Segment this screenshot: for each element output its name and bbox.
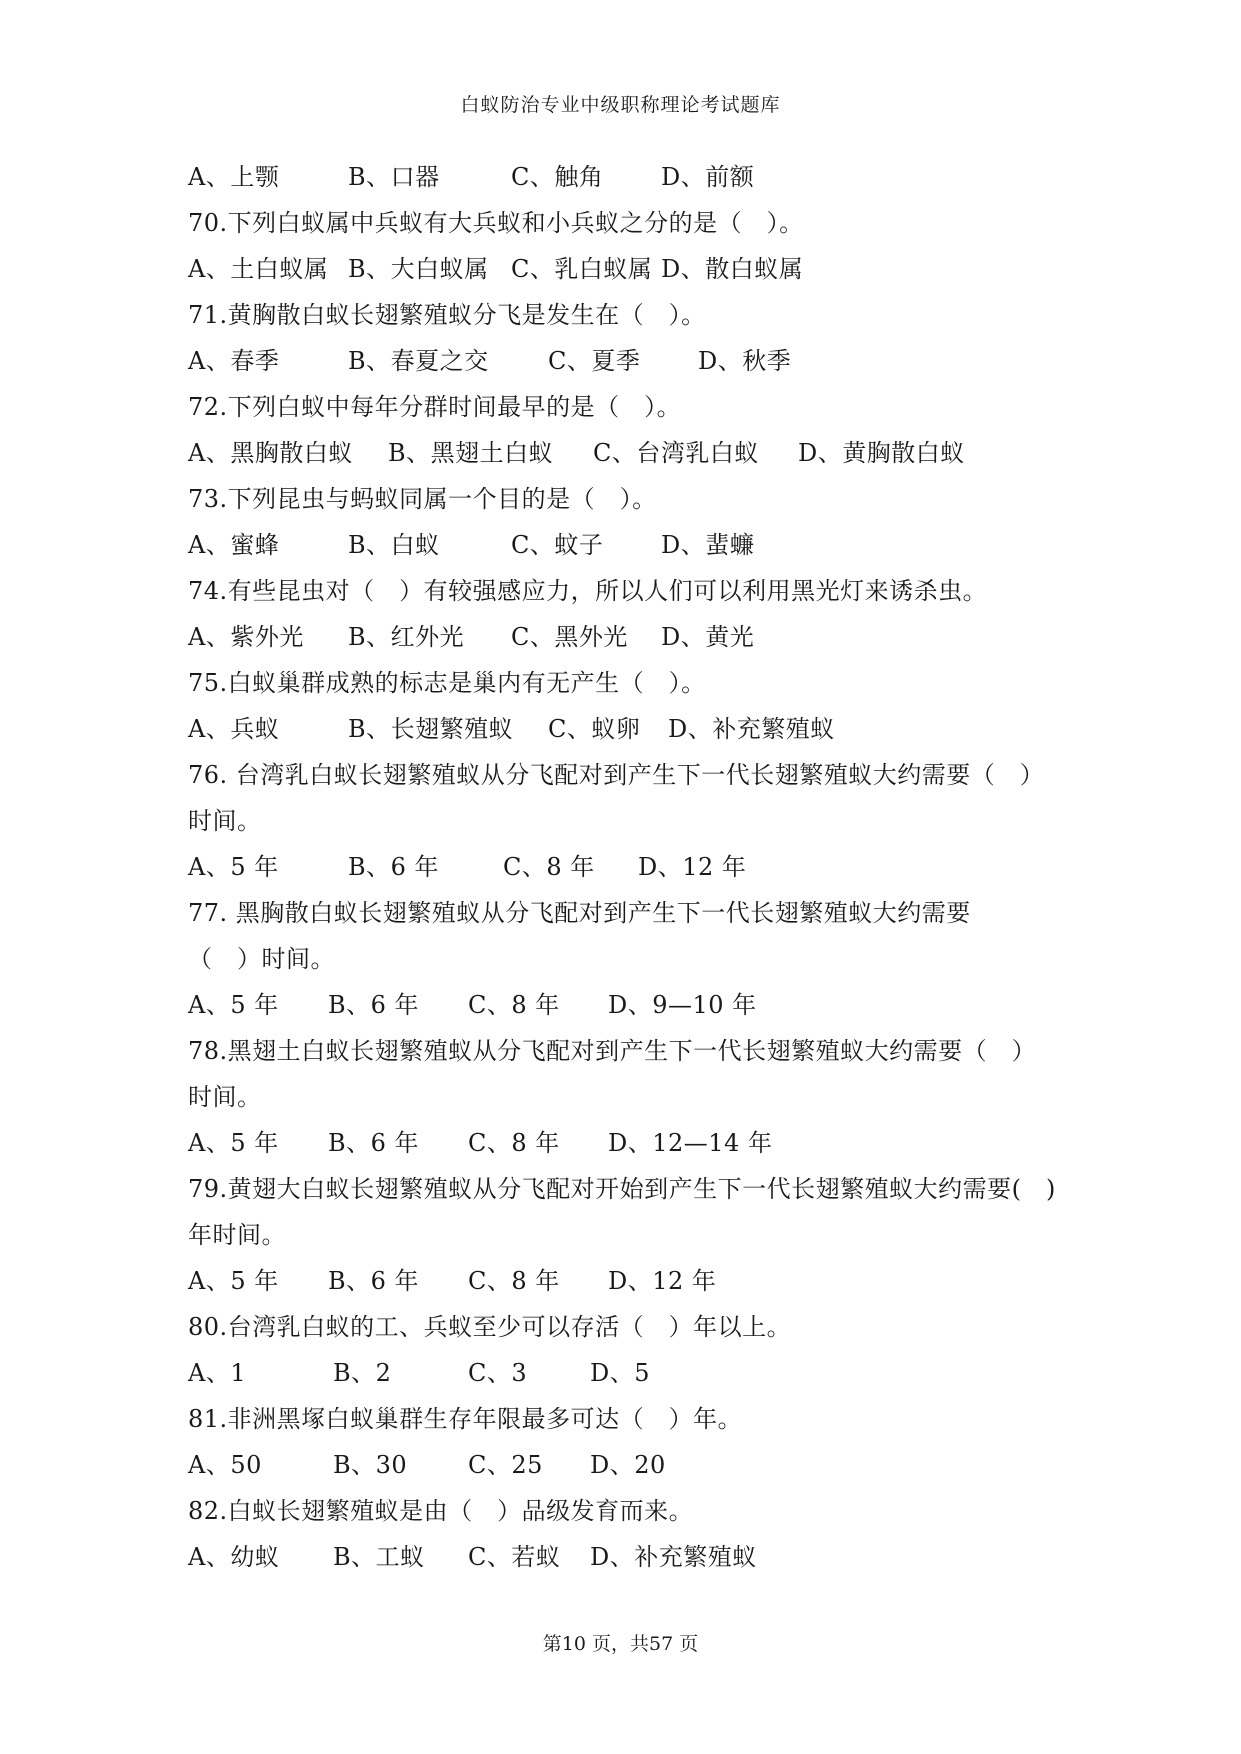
answer-option: A、兵蚁 <box>188 715 280 743</box>
answer-option: D、前额 <box>661 163 755 191</box>
answer-option: C、若蚁 <box>468 1543 561 1571</box>
question-text-line: 76. 台湾乳白蚁长翅繁殖蚁从分飞配对到产生下一代长翅繁殖蚁大约需要（ ） <box>188 761 1045 789</box>
question-text-line: 81.非洲黑塚白蚁巢群生存年限最多可达（ ）年。 <box>188 1405 743 1433</box>
answer-options-line <box>188 430 1088 476</box>
answer-option: B、口器 <box>348 163 440 191</box>
question-text-line: 77. 黑胸散白蚁长翅繁殖蚁从分飞配对到产生下一代长翅繁殖蚁大约需要 <box>188 899 971 927</box>
question-text-line: 74.有些昆虫对（ ）有较强感应力，所以人们可以利用黑光灯来诱杀虫。 <box>188 577 988 605</box>
answer-option: A、5 年 <box>188 1129 279 1157</box>
answer-option: D、黄胸散白蚁 <box>798 439 965 467</box>
answer-option: B、长翅繁殖蚁 <box>348 715 514 743</box>
answer-option: A、5 年 <box>188 1267 279 1295</box>
answer-options-line <box>188 338 1088 384</box>
question-text-line: 80.台湾乳白蚁的工、兵蚁至少可以存活（ ）年以上。 <box>188 1313 792 1341</box>
answer-option: B、红外光 <box>348 623 465 651</box>
answer-option: B、6 年 <box>328 991 420 1019</box>
question-text-line: 71.黄胸散白蚁长翅繁殖蚁分飞是发生在（ ）。 <box>188 301 706 329</box>
question-text-line: 72.下列白蚁中每年分群时间最早的是（ ）。 <box>188 393 682 421</box>
answer-option: C、夏季 <box>548 347 641 375</box>
question-text-line: 年时间。 <box>188 1221 286 1249</box>
answer-option: D、秋季 <box>698 347 792 375</box>
answer-option: A、5 年 <box>188 991 279 1019</box>
answer-option: B、6 年 <box>348 853 440 881</box>
answer-option: D、散白蚁属 <box>661 255 804 283</box>
question-text-line: 75.白蚁巢群成熟的标志是巢内有无产生（ ）。 <box>188 669 706 697</box>
answer-option: A、土白蚁属 <box>188 255 329 283</box>
answer-options-line <box>188 706 1088 752</box>
answer-option: B、白蚁 <box>348 531 440 559</box>
answer-option: B、6 年 <box>328 1129 420 1157</box>
answer-option: A、50 <box>188 1451 262 1479</box>
answer-options-line <box>188 1534 1088 1580</box>
answer-option: B、6 年 <box>328 1267 420 1295</box>
answer-option: D、12 年 <box>638 853 747 881</box>
answer-option: C、蚁卵 <box>548 715 641 743</box>
answer-option: C、台湾乳白蚁 <box>593 439 759 467</box>
answer-option: A、蜜蜂 <box>188 531 280 559</box>
answer-option: C、触角 <box>511 163 604 191</box>
page-number-footer: 第10 页，共57 页 <box>542 1633 699 1655</box>
answer-options-line <box>188 1350 1088 1396</box>
question-text-line: 时间。 <box>188 1083 262 1111</box>
answer-options-line <box>188 1120 1088 1166</box>
answer-option: D、5 <box>590 1359 651 1387</box>
page-header-title: 白蚁防治专业中级职称理论考试题库 <box>460 94 781 116</box>
answer-option: D、黄光 <box>661 623 755 651</box>
answer-option: A、幼蚁 <box>188 1543 280 1571</box>
answer-option: C、蚊子 <box>511 531 604 559</box>
answer-option: C、25 <box>468 1451 543 1479</box>
answer-option: A、黑胸散白蚁 <box>188 439 353 467</box>
answer-options-line <box>188 1442 1088 1488</box>
answer-option: B、工蚁 <box>333 1543 425 1571</box>
question-text-line: 79.黄翅大白蚁长翅繁殖蚁从分飞配对开始到产生下一代长翅繁殖蚁大约需要( ) <box>188 1175 1056 1203</box>
question-text-line: 70.下列白蚁属中兵蚁有大兵蚁和小兵蚁之分的是（ ）。 <box>188 209 804 237</box>
answer-options-line <box>188 154 1088 200</box>
answer-option: D、9—10 年 <box>608 991 757 1019</box>
question-text-line: 73.下列昆虫与蚂蚁同属一个目的是（ ）。 <box>188 485 657 513</box>
answer-option: C、8 年 <box>503 853 595 881</box>
answer-option: D、补充繁殖蚁 <box>668 715 835 743</box>
answer-option: A、5 年 <box>188 853 279 881</box>
question-text-line: 78.黑翅土白蚁长翅繁殖蚁从分飞配对到产生下一代长翅繁殖蚁大约需要（ ） <box>188 1037 1037 1065</box>
answer-option: A、紫外光 <box>188 623 304 651</box>
answer-options-line <box>188 1258 1088 1304</box>
answer-option: C、8 年 <box>468 991 560 1019</box>
answer-option: C、8 年 <box>468 1267 560 1295</box>
question-list <box>188 154 1088 1580</box>
answer-options-line <box>188 844 1088 890</box>
answer-option: D、蜚蠊 <box>661 531 755 559</box>
answer-option: A、1 <box>188 1359 247 1387</box>
answer-options-line <box>188 982 1088 1028</box>
answer-option: D、12—14 年 <box>608 1129 773 1157</box>
answer-option: B、2 <box>333 1359 392 1387</box>
answer-option: D、12 年 <box>608 1267 717 1295</box>
answer-option: D、补充繁殖蚁 <box>590 1543 757 1571</box>
answer-option: B、30 <box>333 1451 408 1479</box>
question-text-line: 82.白蚁长翅繁殖蚁是由（ ）品级发育而来。 <box>188 1497 694 1525</box>
answer-option: C、3 <box>468 1359 528 1387</box>
answer-option: B、春夏之交 <box>348 347 489 375</box>
answer-options-line <box>188 246 1088 292</box>
answer-option: A、上颚 <box>188 163 280 191</box>
answer-options-line <box>188 614 1088 660</box>
answer-option: B、大白蚁属 <box>348 255 489 283</box>
answer-option: A、春季 <box>188 347 280 375</box>
question-text-line: 时间。 <box>188 807 262 835</box>
answer-option: D、20 <box>590 1451 666 1479</box>
answer-option: B、黑翅土白蚁 <box>388 439 554 467</box>
answer-option: C、8 年 <box>468 1129 560 1157</box>
answer-options-line <box>188 522 1088 568</box>
answer-option: C、乳白蚁属 <box>511 255 653 283</box>
question-text-line: （ ）时间。 <box>188 945 335 973</box>
answer-option: C、黑外光 <box>511 623 628 651</box>
